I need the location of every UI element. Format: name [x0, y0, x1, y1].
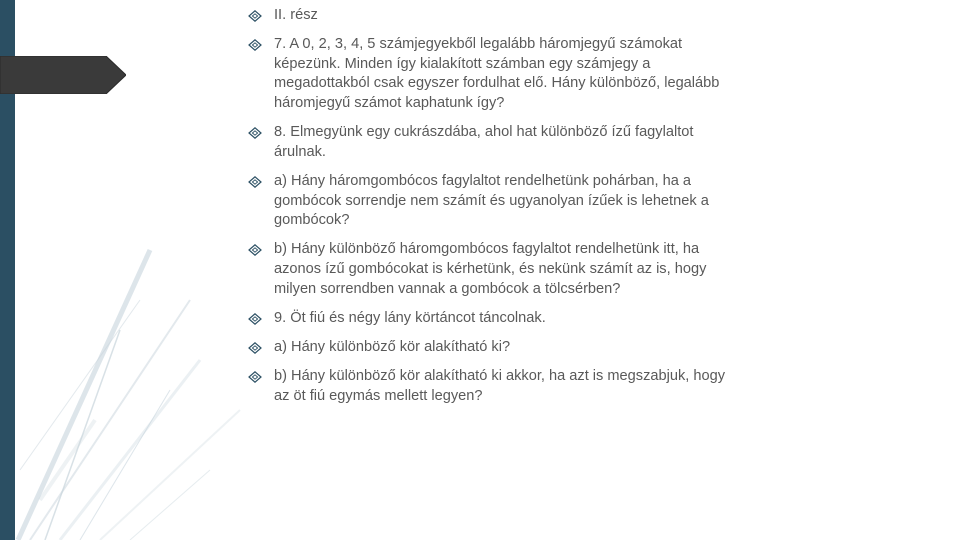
list-item: [248, 338, 728, 358]
diamond-outline-icon: [248, 367, 274, 387]
list-item-text: a) Hány háromgombócos fagylaltot rendelhetünk pohárban, ha a gombócok sorrendje nem számít és ugyanolyan ízűek is lehetnek a gombócok?: [274, 172, 709, 229]
bullet-list: [248, 6, 728, 416]
diamond-outline-icon: [248, 338, 274, 358]
list-item-text: 7. A 0, 2, 3, 4, 5 számjegyekből legalább háromjegyű számokat képezünk. Minden így kialakított számban egy számjegy a megadottakból csak egyszer fordulhat elő. Hány különböző, legalább háromjegyű számot kaphatunk így?: [274, 36, 720, 111]
list-item: [248, 367, 728, 406]
diamond-outline-icon: [248, 123, 274, 143]
list-item-text: b) Hány különböző háromgombócos fagylaltot rendelhetünk itt, ha azonos ízű gombócokat is kérhetünk, és nekünk számít az is, hogy milyen sorrendben vannak a gombócok a tölcsérben?: [274, 241, 707, 297]
diamond-outline-icon: [248, 309, 274, 329]
list-item-text: b) Hány különböző kör alakítható ki akkor, ha azt is megszabjuk, hogy az öt fiú egymás mellett legyen?: [274, 368, 726, 404]
diamond-outline-icon: [248, 6, 274, 26]
list-item: [248, 6, 728, 26]
list-item: [248, 172, 728, 231]
list-item-text: II. rész: [274, 7, 318, 23]
list-item: [248, 123, 728, 162]
slide-tab-marker: [0, 56, 126, 94]
list-item: [248, 309, 728, 329]
list-item: [248, 35, 728, 113]
diamond-outline-icon: [248, 240, 274, 260]
list-item-text: 9. Öt fiú és négy lány körtáncot táncolnak.: [274, 309, 546, 326]
list-item-text: 8. Elmegyünk egy cukrászdába, ahol hat különböző ízű fagylaltot árulnak.: [274, 124, 694, 160]
diamond-outline-icon: [248, 172, 274, 192]
diamond-outline-icon: [248, 35, 274, 55]
list-item-text: a) Hány különböző kör alakítható ki?: [274, 338, 511, 355]
list-item: [248, 240, 728, 299]
